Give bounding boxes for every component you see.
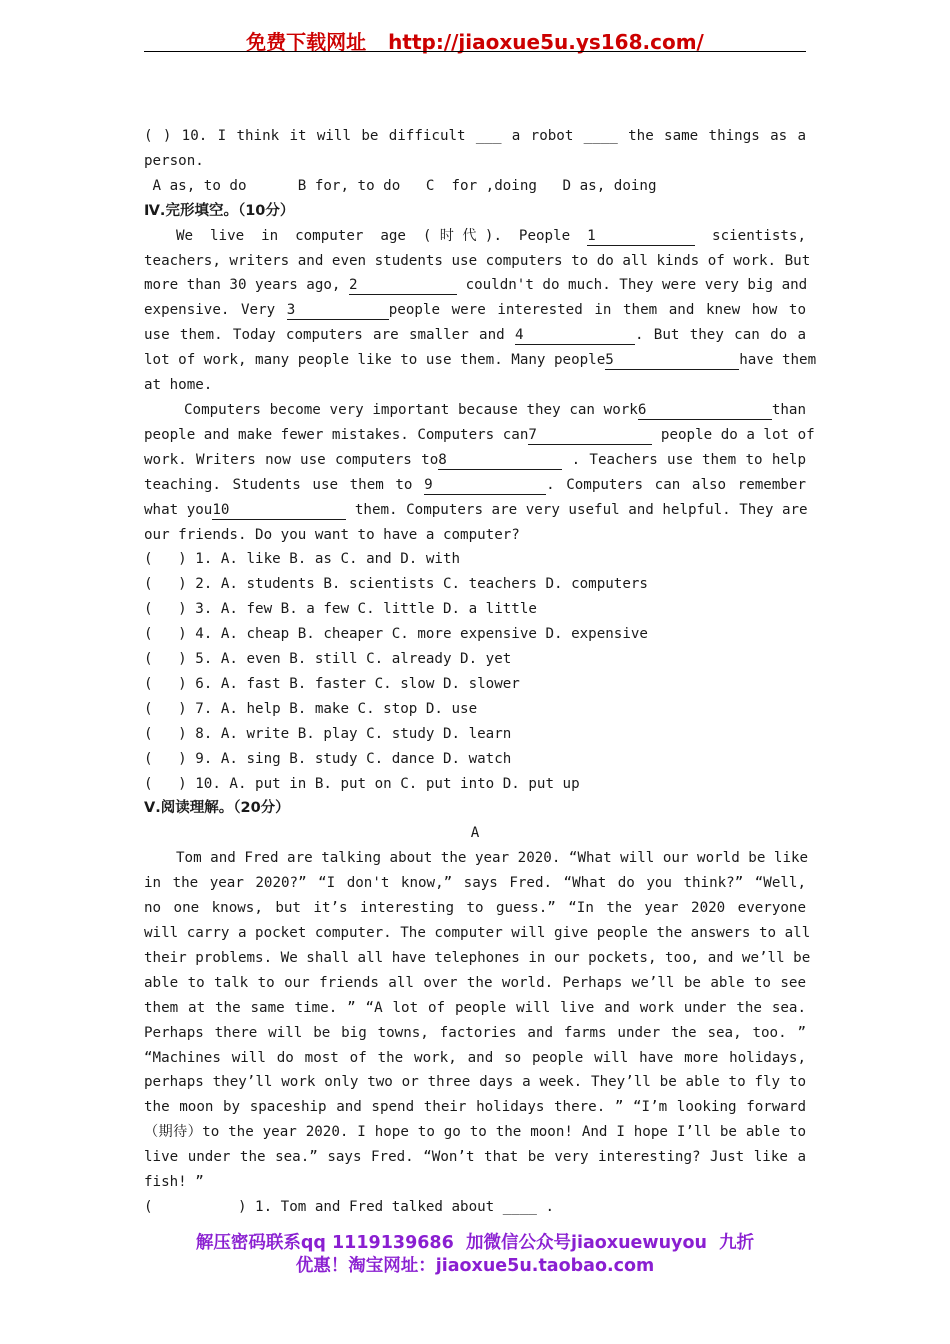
cloze-text: than [771,401,806,418]
cloze-blank-1: 1 [587,228,695,246]
choice-item: ( ) 1. A. like B. as C. and D. with [144,551,461,568]
footer-text: 优惠！淘宝网址： [295,1256,436,1276]
choice-item: ( ) 9. A. sing B. study C. dance D. watch [144,750,512,767]
cloze-text: scientists, [712,227,806,244]
question-10-text: ( ) 10. I think it will be difficult ___ a robot ____ the same things as a [144,128,806,144]
cloze-line: our friends. Do you want to have a computer? [144,526,520,543]
footer-taobao-link[interactable]: jiaoxue5u.taobao.com [435,1256,655,1276]
cloze-text: couldn't do much. They were very big and [465,277,808,294]
cloze-line [144,348,817,373]
cloze-text: them. Computers are very useful and helpful. They are [354,501,808,518]
passage-line: （期待）to the year 2020. I hope to go to the moon! And I hope I’ll be able to [144,1124,806,1141]
cloze-text: use them. Today computers are smaller and [144,327,505,344]
section-4-heading [144,199,806,224]
cloze-line [144,448,806,473]
cloze-blank-6: 6 [638,402,772,420]
cloze-blank-10: 10 [212,502,346,520]
cloze-line [144,298,806,323]
header-download-label: 免费下载网址 [246,30,367,54]
passage-line: able to talk to our friends all over the world. Perhaps we’ll be able to see [144,974,806,991]
cloze-blank-2: 2 [349,277,457,295]
footer-qq: qq 1119139686 [300,1233,454,1253]
cloze-blank-9: 9 [424,477,546,495]
section-4-title: Ⅳ.完形填空。 [144,202,238,219]
cloze-text: . Teachers use them to help [571,451,807,468]
cloze-line [144,323,806,348]
cloze-text: expensive. Very [144,302,276,319]
cloze-line [144,273,806,298]
choice-item: ( ) 5. A. even B. still C. already D. yet [144,651,512,668]
cloze-blank-8: 8 [438,452,562,470]
cloze-text: Computers become very important because they can work [184,401,638,418]
section-5-score: （20分） [233,800,290,817]
choice-item: ( ) 3. A. few B. a few C. little D. a little [144,601,537,618]
cloze-blank-5: 5 [605,352,739,370]
passage-line: fish! ” [144,1174,204,1191]
passage-line: perhaps they’ll work only two or three days a week. They’ll be able to fly to [144,1074,806,1091]
passage-line: their problems. We shall all have telephones in our pockets, too, and we’ll be [144,949,811,966]
choice-item: ( ) 7. A. help B. make C. stop D. use [144,700,478,717]
header-divider [144,51,806,52]
cloze-blank-7: 7 [528,427,652,445]
choice-item: ( ) 2. A. students B. scientists C. teachers D. computers [144,576,648,593]
footer-promo-line-2 [144,1252,806,1277]
passage-label: A [470,825,480,842]
reading-question-1: ( ) 1. Tom and Fred talked about ____ . [144,1198,554,1215]
passage-line: no one knows, but it’s interesting to guess.” “In the year 2020 everyone [144,900,806,917]
cloze-line: at home. [144,377,213,394]
passage-line: the moon by spaceship and spend their holidays there. ” “I’m looking forward [144,1099,806,1116]
cloze-text: people do a lot of [660,426,815,443]
footer-wechat-id: jiaoxuewuyou [570,1233,707,1253]
cloze-text: more than 30 years ago, [144,277,341,294]
choice-item: ( ) 6. A. fast B. faster C. slow D. slower [144,675,520,692]
cloze-text: work. Writers now use computers to [144,451,439,468]
cloze-text: . Computers can also remember [546,476,806,493]
header-url-link[interactable]: http://jiaoxue5u.ys168.com/ [388,30,704,54]
cloze-text: We live in computer age (时代). People [176,227,571,244]
cloze-line [144,224,806,249]
cloze-blank-3: 3 [287,302,389,320]
cloze-text: . But they can do a [634,327,806,344]
choice-item: ( ) 8. A. write B. play C. study D. learn [144,725,512,742]
section-5-heading [144,796,806,821]
cloze-line [144,423,815,448]
choice-item: ( ) 10. A. put in B. put on C. put into D. put up [144,775,580,792]
cloze-text: people and make fewer mistakes. Computers can [144,426,529,443]
section-5-title: Ⅴ.阅读理解。 [144,800,234,817]
footer-text: 加微信公众号 [465,1233,571,1253]
cloze-text: lot of work, many people like to use them. Many people [144,352,606,369]
cloze-line [144,398,806,423]
cloze-text: people were interested in them and knew how to [388,302,807,319]
section-4-score: （10分） [237,202,295,219]
footer-promo-line-1 [144,1229,806,1254]
passage-line: will carry a pocket computer. The computer will give people the answers to all [144,925,811,941]
cloze-text: have them [739,352,817,369]
passage-line: Perhaps there will be big towns, factories and farms under the sea, too. ” [144,1024,806,1041]
cloze-blank-4: 4 [515,327,635,345]
cloze-text: what you [144,501,213,518]
passage-line: live under the sea.” says Fred. “Won’t that be very interesting? Just like a [144,1149,806,1166]
footer-text: 解压密码联系 [195,1233,301,1253]
passage-line: them at the same time. ” “A lot of people will live and work under the sea. [144,999,806,1016]
cloze-line [144,473,806,498]
question-10-options: A as, to do B for, to do C for ,doing D as, doing [144,177,657,194]
passage-line: “Machines will do most of the work, and so people will have more holidays, [144,1049,806,1066]
footer-text: 九折 [719,1233,755,1253]
cloze-line: teachers, writers and even students use computers to do all kinds of work. But [144,252,811,269]
passage-line: Tom and Fred are talking about the year 2020. “What will our world be like [176,850,809,867]
cloze-line [144,498,806,523]
document-body [144,124,817,1220]
choice-item: ( ) 4. A. cheap B. cheaper C. more expensive D. expensive [144,626,648,643]
question-10-text-cont: person. [144,152,204,169]
passage-line: in the year 2020?” “I don't know,” says Fred. “What do you think?” “Well, [144,875,806,892]
cloze-text: teaching. Students use them to [144,476,413,493]
